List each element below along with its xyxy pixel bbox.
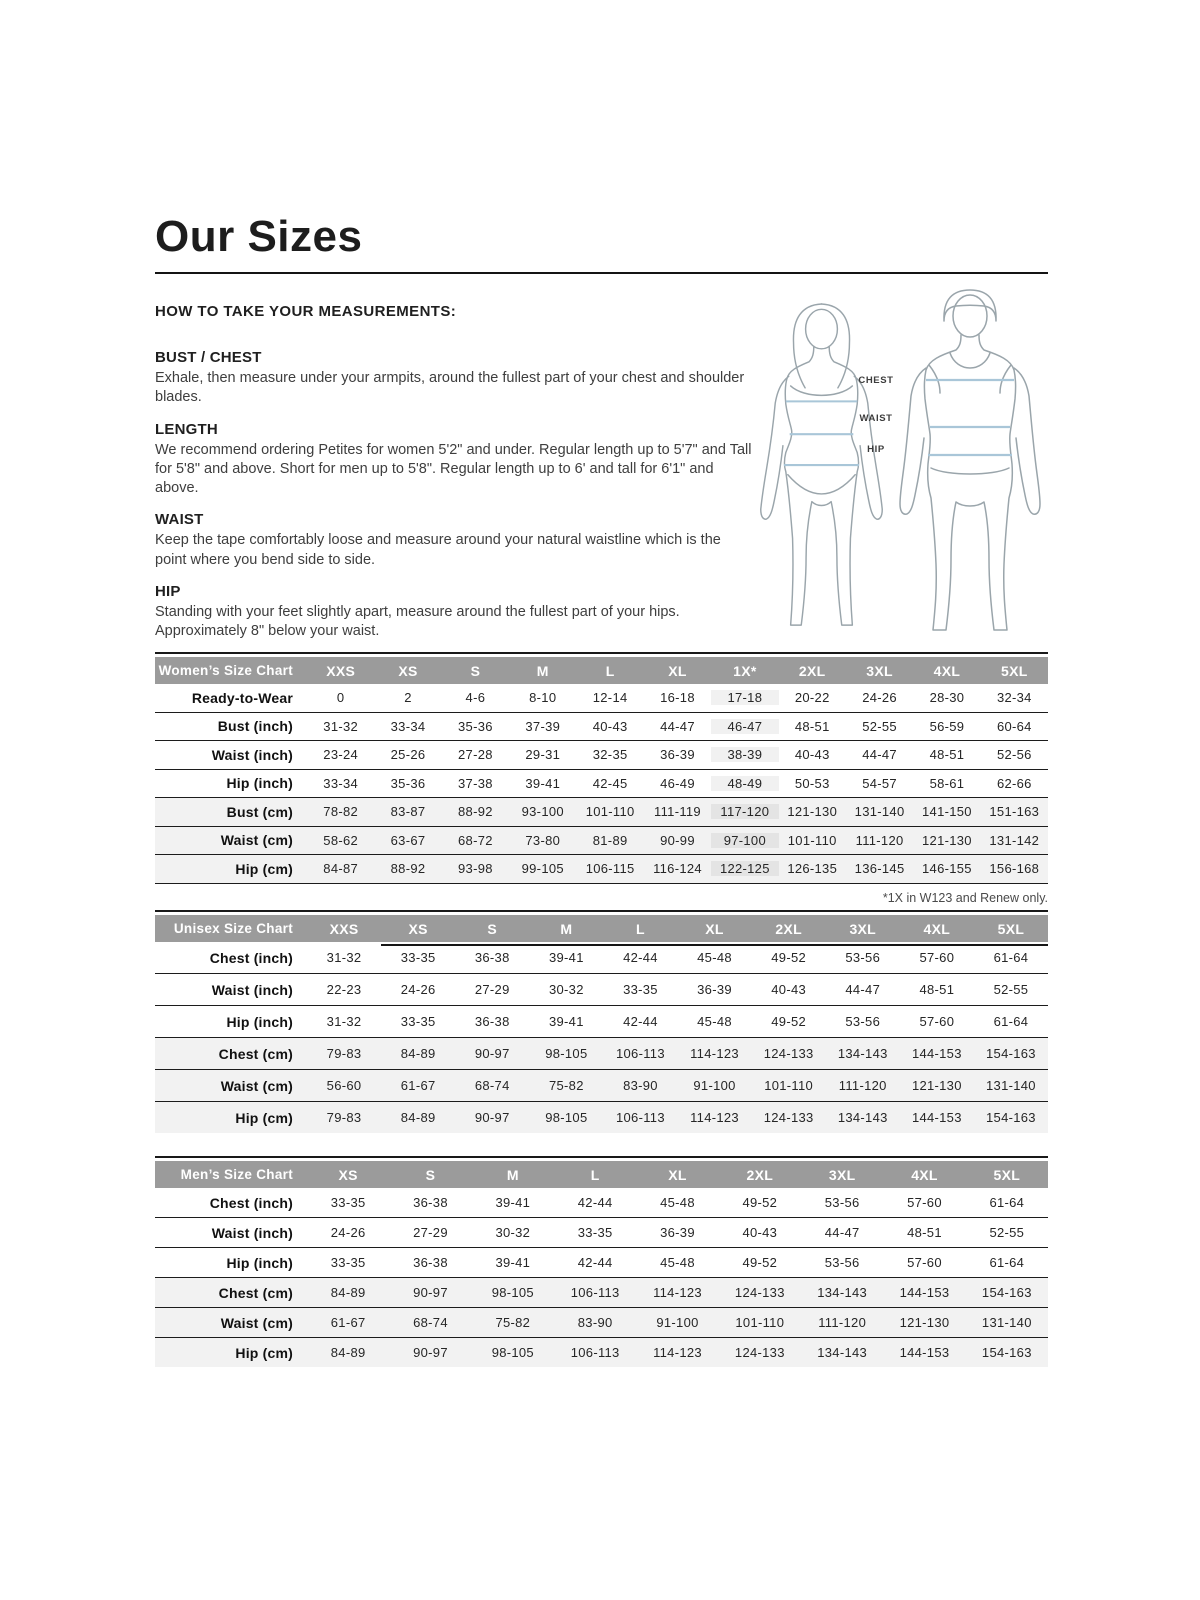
size-cell: 75-82	[495, 1315, 531, 1330]
size-column-header: XS	[398, 662, 418, 679]
header-underline	[381, 944, 1048, 946]
size-cell: 91-100	[693, 1078, 736, 1093]
size-cell: 39-41	[495, 1195, 531, 1210]
size-cell: 42-44	[577, 1255, 613, 1270]
size-cell: 144-153	[899, 1285, 950, 1300]
size-cell: 52-56	[996, 747, 1032, 763]
size-cell: 4-6	[465, 690, 486, 706]
size-cell: 56-59	[929, 718, 965, 734]
size-cell: 35-36	[390, 775, 426, 791]
size-column-header: L	[590, 1166, 600, 1183]
mens-table-header	[155, 1161, 1048, 1188]
size-cell: 114-123	[690, 1110, 739, 1125]
size-column-header: XL	[705, 920, 724, 937]
size-cell: 141-150	[922, 804, 972, 820]
table-title: Unisex Size Chart	[173, 921, 293, 936]
size-cell: 124-133	[734, 1285, 785, 1300]
size-cell: 33-35	[577, 1225, 613, 1240]
table-title: Women’s Size Chart	[158, 663, 293, 678]
table-row	[155, 1308, 1048, 1338]
size-cell: 33-34	[390, 718, 426, 734]
size-cell: 90-97	[413, 1285, 448, 1300]
size-cell: 58-61	[929, 775, 965, 791]
size-column-header: XL	[668, 1166, 687, 1183]
table-row	[155, 1102, 1048, 1133]
size-cell: 46-49	[660, 775, 695, 791]
size-cell: 39-41	[495, 1255, 531, 1270]
size-cell: 122-125	[711, 861, 778, 876]
size-cell: 111-119	[654, 804, 701, 820]
size-cell: 33-34	[323, 775, 359, 791]
size-cell: 98-105	[545, 1110, 588, 1125]
size-cell: 27-28	[458, 747, 493, 763]
table-row	[155, 974, 1048, 1006]
size-cell: 42-44	[623, 950, 658, 965]
size-cell: 44-47	[660, 718, 695, 734]
size-cell: 154-163	[981, 1345, 1032, 1360]
size-column-header: XS	[408, 920, 428, 937]
figure-label-waist: WAIST	[859, 413, 893, 424]
row-label: Chest (inch)	[209, 1194, 293, 1211]
row-label: Waist (inch)	[211, 1224, 293, 1241]
size-column-header: 2XL	[746, 1166, 774, 1183]
instruction-heading: BUST / CHEST	[155, 349, 262, 366]
size-cell: 58-62	[323, 832, 359, 848]
size-cell: 154-163	[981, 1285, 1032, 1300]
size-cell: 78-82	[323, 804, 359, 820]
size-cell: 42-44	[623, 1014, 658, 1029]
womens-size-chart-table	[155, 652, 1048, 905]
row-label: Waist (cm)	[220, 1077, 293, 1094]
instruction-body: Keep the tape comfortably loose and measure around your natural waistline which is the point where you bend side to side.	[155, 532, 721, 568]
size-cell: 24-26	[862, 690, 897, 706]
size-column-header: S	[470, 662, 481, 679]
size-cell: 84-89	[400, 1046, 436, 1061]
size-cell: 29-31	[525, 747, 561, 763]
size-cell: 84-89	[330, 1345, 366, 1360]
size-cell: 57-60	[919, 950, 955, 965]
size-cell: 23-24	[323, 747, 359, 763]
table-row	[155, 1278, 1048, 1308]
size-cell: 35-36	[458, 718, 493, 734]
unisex-table-header	[155, 915, 1048, 942]
size-cell: 37-38	[458, 775, 493, 791]
howto-heading: HOW TO TAKE YOUR MEASUREMENTS:	[155, 303, 457, 320]
size-column-header: 3XL	[849, 920, 877, 937]
size-cell: 114-123	[690, 1046, 739, 1061]
size-cell: 52-55	[993, 982, 1029, 997]
size-cell: 45-48	[697, 950, 732, 965]
size-cell: 46-47	[711, 719, 778, 734]
size-cell: 88-92	[458, 804, 493, 820]
size-cell: 83-90	[623, 1078, 658, 1093]
size-column-header: XS	[338, 1166, 358, 1183]
size-cell: 154-163	[986, 1046, 1036, 1061]
size-cell: 53-56	[824, 1255, 860, 1270]
page-title: Our Sizes	[155, 212, 363, 261]
size-column-header: L	[605, 662, 615, 679]
size-cell: 61-67	[400, 1078, 436, 1093]
size-cell: 8-10	[529, 690, 557, 706]
figure-label-chest: CHEST	[858, 375, 894, 386]
size-cell: 117-120	[711, 804, 778, 819]
size-cell: 36-39	[660, 747, 695, 763]
size-cell: 91-100	[656, 1315, 699, 1330]
size-cell: 44-47	[824, 1225, 860, 1240]
size-column-header: 3XL	[828, 1166, 856, 1183]
size-cell: 124-133	[763, 1046, 814, 1061]
size-cell: 48-49	[711, 776, 778, 791]
size-cell: 57-60	[919, 1014, 955, 1029]
size-cell: 45-48	[660, 1195, 695, 1210]
size-cell: 63-67	[390, 832, 426, 848]
instruction-body: Standing with your feet slightly apart, measure around the fullest part of your hips. Approximately 8" below your waist.	[155, 603, 680, 640]
size-cell: 32-35	[592, 747, 628, 763]
size-cell: 49-52	[742, 1255, 778, 1270]
size-cell: 20-22	[794, 690, 830, 706]
size-cell: 28-30	[929, 690, 965, 706]
size-cell: 53-56	[824, 1195, 860, 1210]
size-cell: 40-43	[742, 1225, 778, 1240]
size-cell: 62-66	[996, 775, 1032, 791]
size-column-header: S	[425, 1166, 436, 1183]
size-cell: 49-52	[742, 1195, 778, 1210]
size-cell: 121-130	[899, 1315, 950, 1330]
size-cell: 68-72	[458, 832, 493, 848]
size-cell: 33-35	[330, 1195, 366, 1210]
size-cell: 156-168	[989, 861, 1040, 877]
size-cell: 93-100	[521, 804, 564, 820]
size-column-header: 2XL	[775, 920, 802, 937]
table-row	[155, 827, 1048, 856]
size-cell: 126-135	[787, 861, 838, 877]
size-cell: 134-143	[817, 1285, 868, 1300]
table-row	[155, 684, 1048, 713]
size-cell: 131-140	[981, 1315, 1032, 1330]
size-cell: 49-52	[771, 950, 807, 965]
table-row	[155, 1248, 1048, 1278]
size-cell: 111-120	[838, 1078, 887, 1093]
table-title: Men’s Size Chart	[180, 1167, 293, 1182]
size-cell: 60-64	[996, 718, 1032, 734]
size-cell: 106-115	[585, 861, 635, 877]
instruction-heading: WAIST	[155, 511, 204, 529]
size-cell: 111-120	[855, 832, 904, 848]
size-column-header: 4XL	[923, 920, 951, 937]
size-column-header: M	[560, 920, 573, 937]
size-cell: 114-123	[653, 1285, 702, 1300]
instruction-heading: LENGTH	[155, 420, 218, 438]
table-row	[155, 1188, 1048, 1218]
size-cell: 99-105	[521, 861, 564, 877]
size-cell: 57-60	[907, 1255, 942, 1270]
size-column-header: 4XL	[911, 1166, 938, 1183]
size-cell: 97-100	[711, 833, 778, 848]
row-label: Waist (inch)	[211, 981, 293, 998]
size-cell: 36-39	[697, 982, 732, 997]
table-row	[155, 770, 1048, 799]
instruction-section-length	[155, 421, 755, 499]
size-cell: 134-143	[837, 1110, 888, 1125]
size-cell: 106-113	[616, 1110, 665, 1125]
size-cell: 45-48	[697, 1014, 732, 1029]
row-label: Bust (cm)	[226, 803, 293, 820]
mens-size-chart-table	[155, 1156, 1048, 1367]
size-cell: 45-48	[660, 1255, 695, 1270]
size-column-header: 3XL	[866, 662, 893, 679]
size-cell: 33-35	[623, 982, 658, 997]
row-label: Bust (inch)	[217, 718, 293, 735]
size-cell: 2	[404, 690, 412, 706]
size-cell: 136-145	[854, 861, 905, 877]
size-cell: 68-74	[474, 1078, 510, 1093]
size-cell: 124-133	[763, 1110, 814, 1125]
measurement-figures	[748, 283, 1053, 645]
size-cell: 106-113	[570, 1285, 620, 1300]
table-row	[155, 1338, 1048, 1367]
size-cell: 121-130	[787, 804, 838, 820]
size-column-header: 1X*	[733, 662, 757, 679]
size-cell: 0	[336, 690, 345, 706]
size-cell: 121-130	[922, 832, 972, 848]
size-cell: 53-56	[845, 1014, 881, 1029]
row-label: Hip (cm)	[235, 1109, 293, 1126]
size-column-header: 4XL	[933, 662, 961, 679]
row-label: Waist (inch)	[211, 746, 293, 763]
size-cell: 90-97	[474, 1046, 510, 1061]
size-cell: 61-67	[330, 1315, 366, 1330]
size-cell: 73-80	[525, 832, 561, 848]
row-label: Chest (inch)	[209, 949, 293, 966]
size-cell: 131-142	[989, 832, 1040, 848]
size-cell: 48-51	[919, 982, 955, 997]
size-cell: 50-53	[794, 775, 830, 791]
size-cell: 56-60	[326, 1078, 362, 1093]
size-cell: 31-32	[323, 718, 359, 734]
size-cell: 154-163	[986, 1110, 1036, 1125]
table-row	[155, 1218, 1048, 1248]
size-column-header: M	[506, 1166, 519, 1183]
size-cell: 33-35	[400, 950, 436, 965]
size-cell: 40-43	[771, 982, 807, 997]
size-cell: 53-56	[845, 950, 881, 965]
size-cell: 116-124	[653, 861, 702, 877]
row-label: Chest (cm)	[218, 1284, 293, 1301]
size-cell: 25-26	[390, 747, 426, 763]
size-cell: 36-38	[474, 1014, 510, 1029]
size-cell: 88-92	[390, 861, 426, 877]
size-column-header: XXS	[326, 662, 356, 679]
measurement-instructions	[155, 349, 755, 655]
size-cell: 101-110	[585, 804, 635, 820]
size-cell: 98-105	[545, 1046, 588, 1061]
size-cell: 49-52	[771, 1014, 807, 1029]
size-column-header: L	[636, 920, 645, 937]
size-column-header: 5XL	[997, 920, 1025, 937]
size-cell: 40-43	[592, 718, 628, 734]
table-row	[155, 1038, 1048, 1070]
size-column-header: 5XL	[1001, 662, 1028, 679]
size-cell: 61-64	[989, 1195, 1025, 1210]
size-cell: 68-74	[413, 1315, 448, 1330]
size-cell: 75-82	[548, 1078, 584, 1093]
size-cell: 36-38	[413, 1255, 448, 1270]
size-cell: 90-97	[413, 1345, 448, 1360]
size-cell: 27-29	[413, 1225, 448, 1240]
size-cell: 36-38	[474, 950, 510, 965]
figure-label-hip: HIP	[867, 444, 885, 455]
size-cell: 61-64	[993, 950, 1029, 965]
size-cell: 131-140	[854, 804, 905, 820]
row-label: Hip (inch)	[226, 775, 293, 792]
size-cell: 42-45	[592, 775, 628, 791]
male-figure-illustration	[894, 283, 1046, 635]
instruction-section-bust-chest	[155, 349, 755, 408]
row-label: Waist (cm)	[220, 832, 293, 849]
size-column-header: 5XL	[993, 1166, 1021, 1183]
size-cell: 36-38	[413, 1195, 448, 1210]
size-cell: 134-143	[817, 1345, 868, 1360]
size-cell: 48-51	[794, 718, 830, 734]
row-label: Waist (cm)	[220, 1314, 293, 1331]
size-cell: 37-39	[525, 718, 561, 734]
size-cell: 48-51	[929, 747, 965, 763]
table-row	[155, 741, 1048, 770]
instruction-heading: HIP	[155, 582, 181, 600]
size-cell: 121-130	[911, 1078, 962, 1093]
size-cell: 83-87	[390, 804, 426, 820]
size-cell: 40-43	[794, 747, 830, 763]
size-cell: 90-99	[660, 832, 695, 848]
size-cell: 144-153	[911, 1046, 962, 1061]
size-cell: 52-55	[989, 1225, 1025, 1240]
size-cell: 106-113	[570, 1345, 620, 1360]
size-cell: 12-14	[592, 690, 628, 706]
table-row	[155, 942, 1048, 974]
table-row	[155, 1006, 1048, 1038]
size-cell: 81-89	[592, 832, 628, 848]
size-cell: 93-98	[458, 861, 493, 877]
size-cell: 36-39	[660, 1225, 695, 1240]
size-cell: 61-64	[989, 1255, 1025, 1270]
instruction-section-hip	[155, 583, 755, 642]
size-cell: 17-18	[711, 690, 778, 705]
size-cell: 106-113	[616, 1046, 665, 1061]
title-divider	[155, 272, 1048, 274]
size-cell: 30-32	[495, 1225, 531, 1240]
size-cell: 31-32	[326, 1014, 362, 1029]
size-cell: 124-133	[734, 1345, 785, 1360]
row-label: Hip (cm)	[235, 860, 293, 877]
table-row	[155, 713, 1048, 742]
size-cell: 146-155	[922, 861, 972, 877]
size-cell: 84-87	[323, 861, 359, 877]
size-column-header: S	[487, 920, 498, 937]
table-row	[155, 798, 1048, 827]
size-cell: 30-32	[548, 982, 584, 997]
size-cell: 33-35	[330, 1255, 366, 1270]
size-cell: 79-83	[326, 1110, 362, 1125]
size-cell: 101-110	[764, 1078, 814, 1093]
table-row	[155, 855, 1048, 884]
size-column-header: M	[536, 662, 549, 679]
size-column-header: XXS	[329, 920, 359, 937]
womens-table-header	[155, 657, 1048, 684]
size-cell: 57-60	[907, 1195, 942, 1210]
size-column-header: XL	[668, 662, 687, 679]
size-cell: 16-18	[660, 690, 695, 706]
size-cell: 151-163	[989, 804, 1040, 820]
unisex-size-chart-table	[155, 910, 1048, 1133]
row-label: Ready-to-Wear	[191, 689, 293, 706]
size-cell: 48-51	[907, 1225, 942, 1240]
size-cell: 79-83	[326, 1046, 362, 1061]
size-cell: 39-41	[548, 950, 584, 965]
size-cell: 101-110	[735, 1315, 785, 1330]
size-cell: 39-41	[548, 1014, 584, 1029]
size-cell: 111-120	[818, 1315, 867, 1330]
size-cell: 61-64	[993, 1014, 1029, 1029]
size-cell: 44-47	[862, 747, 897, 763]
table-footnote: *1X in W123 and Renew only.	[882, 890, 1048, 905]
female-figure-illustration	[754, 293, 889, 638]
size-cell: 144-153	[899, 1345, 950, 1360]
size-cell: 98-105	[491, 1285, 534, 1300]
size-cell: 54-57	[862, 775, 897, 791]
size-cell: 52-55	[862, 718, 897, 734]
size-cell: 38-39	[711, 747, 778, 762]
size-cell: 84-89	[330, 1285, 366, 1300]
row-label: Hip (inch)	[226, 1013, 293, 1030]
instruction-body: Exhale, then measure under your armpits, around the fullest part of your chest and shoulder blades.	[155, 370, 745, 406]
size-cell: 83-90	[577, 1315, 613, 1330]
size-cell: 90-97	[474, 1110, 510, 1125]
size-cell: 44-47	[845, 982, 881, 997]
size-cell: 31-32	[326, 950, 362, 965]
size-cell: 27-29	[474, 982, 510, 997]
row-label: Hip (cm)	[235, 1344, 293, 1361]
size-cell: 114-123	[653, 1345, 702, 1360]
instruction-section-waist	[155, 511, 755, 570]
size-cell: 144-153	[911, 1110, 962, 1125]
row-label: Chest (cm)	[218, 1045, 293, 1062]
size-cell: 33-35	[400, 1014, 436, 1029]
size-cell: 42-44	[577, 1195, 613, 1210]
size-cell: 22-23	[326, 982, 362, 997]
size-column-header: 2XL	[798, 662, 826, 679]
instruction-body: We recommend ordering Petites for women 5'2" and under. Regular length up to 5'7" and Tall for 5'8" and above. Short for men up to 5'8". Regular length up to 6' and tall for 6'1" and above.	[155, 441, 752, 497]
size-cell: 84-89	[400, 1110, 436, 1125]
size-cell: 134-143	[837, 1046, 888, 1061]
size-cell: 131-140	[986, 1078, 1036, 1093]
size-cell: 98-105	[491, 1345, 534, 1360]
size-cell: 24-26	[330, 1225, 366, 1240]
size-cell: 101-110	[787, 832, 837, 848]
size-cell: 32-34	[996, 690, 1032, 706]
size-cell: 39-41	[525, 775, 561, 791]
row-label: Hip (inch)	[226, 1254, 293, 1271]
size-cell: 24-26	[400, 982, 436, 997]
table-row	[155, 1070, 1048, 1102]
